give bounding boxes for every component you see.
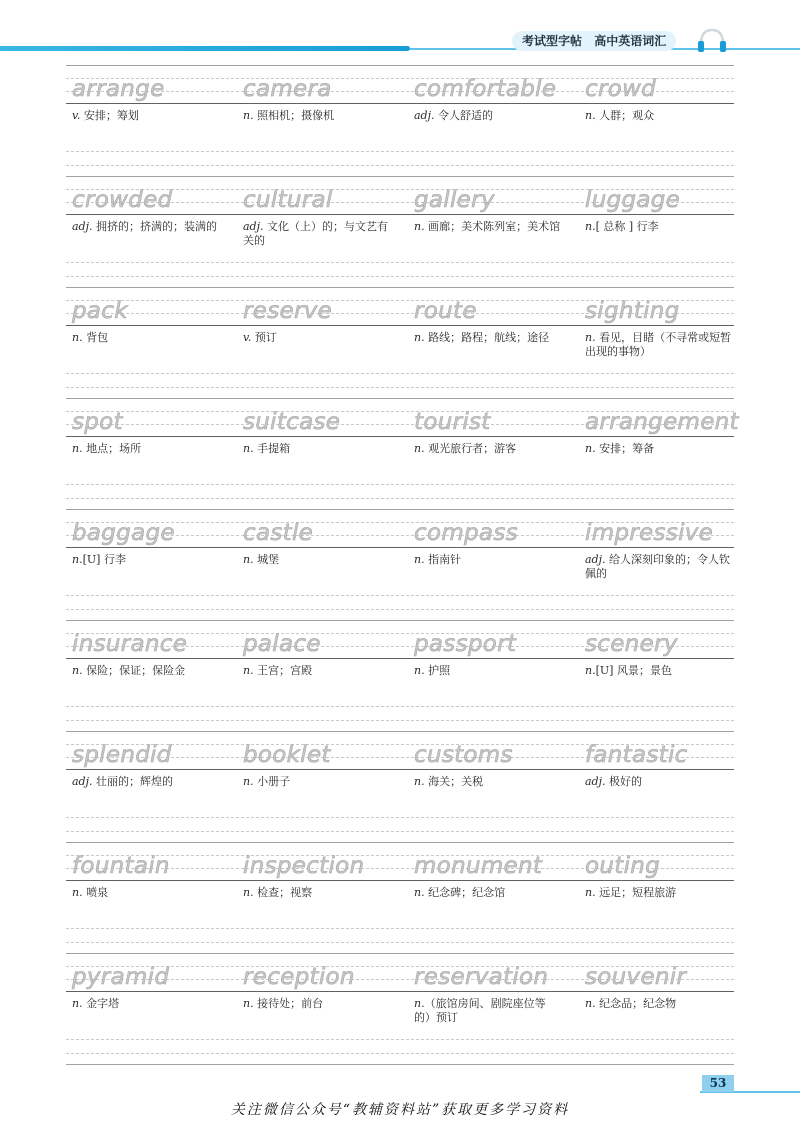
- vocab-word: gallery: [414, 187, 495, 213]
- part-of-speech: n.: [585, 442, 596, 455]
- vocab-word: spot: [72, 409, 123, 435]
- vocab-word: route: [414, 298, 477, 324]
- part-of-speech: n.: [414, 553, 425, 566]
- vocab-entry: [237, 65, 402, 165]
- part-of-speech: n.: [72, 886, 83, 899]
- part-of-speech: adj.: [585, 553, 606, 566]
- vocab-word: souvenir: [585, 964, 687, 990]
- part-of-speech: n.: [585, 109, 596, 122]
- vocab-definition: [243, 220, 391, 248]
- vocab-entry: [408, 620, 573, 720]
- vocab-entry: [408, 731, 573, 831]
- definition-text: 安排；筹划: [80, 109, 139, 122]
- part-of-speech: adj.: [72, 775, 93, 788]
- vocab-entry: [66, 953, 231, 1053]
- definition-text: 给人深刻印象的；令人钦佩的: [585, 553, 731, 580]
- header-accent-bar: [0, 46, 410, 51]
- definition-text: 远足；短程旅游: [595, 886, 677, 899]
- header-label-right: 高中英语词汇: [594, 34, 667, 48]
- vocab-entry: [66, 509, 231, 609]
- definition-text: 喷泉: [82, 886, 109, 899]
- ruling-line: [66, 387, 734, 388]
- vocab-definition: [243, 553, 391, 567]
- definition-text: 画廊；美术陈列室；美术馆: [424, 220, 561, 233]
- definition-text: 手提箱: [253, 442, 291, 455]
- ruling-line: [66, 609, 734, 610]
- vocab-definition: [72, 442, 220, 456]
- vocab-entry: [66, 620, 231, 720]
- vocab-word: splendid: [72, 742, 172, 768]
- part-of-speech: n.: [585, 997, 596, 1010]
- vocab-entry: [579, 842, 744, 942]
- definition-text: 纪念碑；纪念馆: [424, 886, 506, 899]
- vocab-entry: [66, 287, 231, 387]
- definition-text: 小册子: [253, 775, 291, 788]
- vocab-word: pyramid: [72, 964, 170, 990]
- vocab-word: sighting: [585, 298, 680, 324]
- part-of-speech: n.: [414, 997, 425, 1010]
- vocab-definition: [414, 553, 562, 567]
- vocab-entry: [237, 509, 402, 609]
- vocab-definition: [243, 886, 391, 900]
- vocab-word: arrange: [72, 76, 165, 102]
- vocab-entry: [237, 842, 402, 942]
- part-of-speech: v.: [72, 109, 81, 122]
- definition-text: 指南针: [424, 553, 462, 566]
- part-of-speech: n.: [72, 553, 83, 566]
- definition-text: [ 总称 ] 行李: [595, 220, 659, 233]
- part-of-speech: n.: [414, 220, 425, 233]
- vocab-entry: [579, 620, 744, 720]
- vocab-row: [66, 398, 739, 509]
- vocab-entry: [579, 953, 744, 1053]
- definition-text: [U] 风景；景色: [595, 664, 672, 677]
- vocab-entry: [66, 731, 231, 831]
- footer-note: 关注微信公众号“教辅资料站”获取更多学习资料: [230, 1102, 570, 1118]
- ruling-line: [66, 165, 734, 166]
- definition-text: （旅馆房间、剧院座位等的）预订: [414, 997, 546, 1024]
- definition-text: 观光旅行者；游客: [424, 442, 517, 455]
- ruling-line: [66, 276, 734, 277]
- definition-text: 王宫；宫殿: [253, 664, 313, 677]
- vocab-word: tourist: [414, 409, 491, 435]
- definition-text: 纪念品；纪念物: [595, 997, 677, 1010]
- vocab-definition: [414, 997, 562, 1025]
- vocab-definition: [243, 109, 391, 123]
- ruling-line: [66, 1064, 734, 1065]
- definition-text: 安排；筹备: [595, 442, 655, 455]
- vocab-definition: [585, 109, 733, 123]
- vocab-word: comfortable: [414, 76, 557, 102]
- part-of-speech: n.: [72, 664, 83, 677]
- part-of-speech: n.: [243, 442, 254, 455]
- definition-text: 拥挤的；挤满的；装满的: [92, 220, 218, 233]
- part-of-speech: n.: [243, 109, 254, 122]
- part-of-speech: n.: [243, 553, 254, 566]
- part-of-speech: n.: [243, 997, 254, 1010]
- vocab-word: fantastic: [585, 742, 688, 768]
- vocab-definition: [585, 553, 733, 581]
- vocab-entry: [66, 65, 231, 165]
- vocab-row: [66, 176, 734, 287]
- part-of-speech: n.: [585, 331, 596, 344]
- vocab-definition: [72, 775, 220, 789]
- vocab-definition: [585, 442, 733, 456]
- definition-text: 接待处；前台: [253, 997, 324, 1010]
- definition-text: [U] 行李: [82, 553, 126, 566]
- vocab-definition: [414, 775, 562, 789]
- vocab-definition: [414, 220, 562, 234]
- vocab-definition: [585, 997, 733, 1011]
- vocab-row: [66, 842, 734, 953]
- part-of-speech: n.: [243, 775, 254, 788]
- part-of-speech: n.: [585, 664, 596, 677]
- vocab-entry: [408, 953, 573, 1053]
- vocab-word: suitcase: [243, 409, 341, 435]
- part-of-speech: adj.: [72, 220, 93, 233]
- vocab-entry: [237, 620, 402, 720]
- definition-text: 检查；视察: [253, 886, 313, 899]
- header-label-left: 考试型字帖: [522, 34, 583, 48]
- definition-text: 保险；保证；保险金: [82, 664, 186, 677]
- part-of-speech: n.: [72, 442, 83, 455]
- vocab-word: cultural: [243, 187, 333, 213]
- vocab-definition: [585, 331, 733, 359]
- vocab-entry: [579, 65, 744, 165]
- vocabulary-grid: [66, 65, 739, 1065]
- vocab-word: monument: [414, 853, 543, 879]
- vocab-word: camera: [243, 76, 332, 102]
- definition-text: 护照: [424, 664, 451, 677]
- vocab-word: reservation: [414, 964, 549, 990]
- ruling-line: [66, 720, 734, 721]
- vocab-word: customs: [414, 742, 513, 768]
- vocab-entry: [579, 176, 744, 276]
- vocab-definition: [414, 331, 562, 345]
- vocab-definition: [243, 442, 391, 456]
- part-of-speech: n.: [414, 886, 425, 899]
- vocab-definition: [414, 109, 562, 123]
- definition-text: 路线；路程；航线；途径: [424, 331, 550, 344]
- definition-text: 预订: [251, 331, 277, 344]
- vocab-definition: [243, 775, 391, 789]
- vocab-word: palace: [243, 631, 321, 657]
- ruling-line: [66, 1053, 734, 1054]
- definition-text: 极好的: [605, 775, 643, 788]
- definition-text: 金字塔: [82, 997, 120, 1010]
- vocab-definition: [585, 664, 733, 678]
- part-of-speech: n.: [414, 331, 425, 344]
- vocab-entry: [408, 65, 573, 165]
- definition-text: 照相机；摄像机: [253, 109, 335, 122]
- vocab-entry: [237, 953, 402, 1053]
- vocab-word: passport: [414, 631, 517, 657]
- vocab-definition: [72, 886, 220, 900]
- vocab-entry: [66, 398, 231, 498]
- vocab-word: baggage: [72, 520, 175, 546]
- vocab-entry: [66, 842, 231, 942]
- part-of-speech: n.: [414, 442, 425, 455]
- part-of-speech: n.: [243, 886, 254, 899]
- vocab-word: booklet: [243, 742, 331, 768]
- vocab-word: scenery: [585, 631, 678, 657]
- vocab-entry: [579, 509, 744, 609]
- ruling-line: [66, 831, 734, 832]
- vocab-entry: [66, 176, 231, 276]
- definition-text: 海关；关税: [424, 775, 484, 788]
- vocab-row: [66, 620, 734, 731]
- vocab-word: crowd: [585, 76, 657, 102]
- vocab-entry: [237, 731, 402, 831]
- vocab-definition: [72, 997, 220, 1011]
- vocab-entry: [408, 509, 573, 609]
- vocab-entry: [237, 176, 402, 276]
- vocab-definition: [414, 664, 562, 678]
- vocab-entry: [408, 176, 573, 276]
- vocab-word: crowded: [72, 187, 173, 213]
- vocab-word: pack: [72, 298, 128, 324]
- ruling-line: [66, 498, 734, 499]
- vocab-row: [66, 731, 734, 842]
- vocab-word: reception: [243, 964, 355, 990]
- vocab-row: [66, 65, 734, 176]
- vocab-entry: [579, 287, 744, 387]
- vocab-word: castle: [243, 520, 314, 546]
- vocab-definition: [72, 331, 220, 345]
- vocab-word: luggage: [585, 187, 681, 213]
- vocab-entry: [579, 398, 744, 498]
- definition-text: 背包: [82, 331, 109, 344]
- ruling-line: [66, 942, 734, 943]
- definition-text: 人群；观众: [595, 109, 655, 122]
- header-label: [512, 31, 676, 51]
- vocab-definition: [585, 886, 733, 900]
- vocab-entry: [408, 842, 573, 942]
- vocab-row: [66, 953, 734, 1064]
- definition-text: 令人舒适的: [434, 109, 494, 122]
- part-of-speech: v.: [243, 331, 252, 344]
- vocab-definition: [72, 553, 220, 567]
- vocab-entry: [579, 731, 744, 831]
- vocab-definition: [414, 886, 562, 900]
- vocab-word: arrangement: [585, 409, 739, 435]
- vocab-definition: [243, 997, 391, 1011]
- vocab-definition: [414, 442, 562, 456]
- vocab-entry: [408, 398, 573, 498]
- vocab-definition: [243, 664, 391, 678]
- vocab-row: [66, 287, 734, 398]
- definition-text: 地点；场所: [82, 442, 142, 455]
- vocab-word: fountain: [72, 853, 170, 879]
- vocab-definition: [243, 331, 391, 345]
- vocab-word: reserve: [243, 298, 333, 324]
- vocab-word: impressive: [585, 520, 714, 546]
- part-of-speech: adj.: [414, 109, 435, 122]
- definition-text: 文化（上）的；与文艺有关的: [243, 220, 389, 247]
- vocab-definition: [72, 664, 220, 678]
- part-of-speech: n.: [414, 775, 425, 788]
- page-number: 53: [702, 1075, 734, 1092]
- definition-text: 看见，目睹（不寻常或短暂出现的事物）: [585, 331, 732, 358]
- vocab-entry: [237, 287, 402, 387]
- part-of-speech: n.: [414, 664, 425, 677]
- part-of-speech: n.: [585, 886, 596, 899]
- part-of-speech: adj.: [243, 220, 264, 233]
- vocab-word: outing: [585, 853, 661, 879]
- part-of-speech: n.: [585, 220, 596, 233]
- part-of-speech: n.: [243, 664, 254, 677]
- vocab-definition: [72, 220, 220, 234]
- part-of-speech: n.: [72, 997, 83, 1010]
- vocab-word: inspection: [243, 853, 365, 879]
- definition-text: 壮丽的；辉煌的: [92, 775, 174, 788]
- vocab-row: [66, 509, 734, 620]
- headphones-icon: [695, 26, 729, 54]
- vocab-entry: [408, 287, 573, 387]
- vocab-word: compass: [414, 520, 518, 546]
- vocab-word: insurance: [72, 631, 188, 657]
- part-of-speech: n.: [72, 331, 83, 344]
- vocab-definition: [585, 775, 733, 789]
- vocab-definition: [585, 220, 733, 234]
- vocab-definition: [72, 109, 220, 123]
- definition-text: 城堡: [253, 553, 280, 566]
- vocab-entry: [237, 398, 402, 498]
- part-of-speech: adj.: [585, 775, 606, 788]
